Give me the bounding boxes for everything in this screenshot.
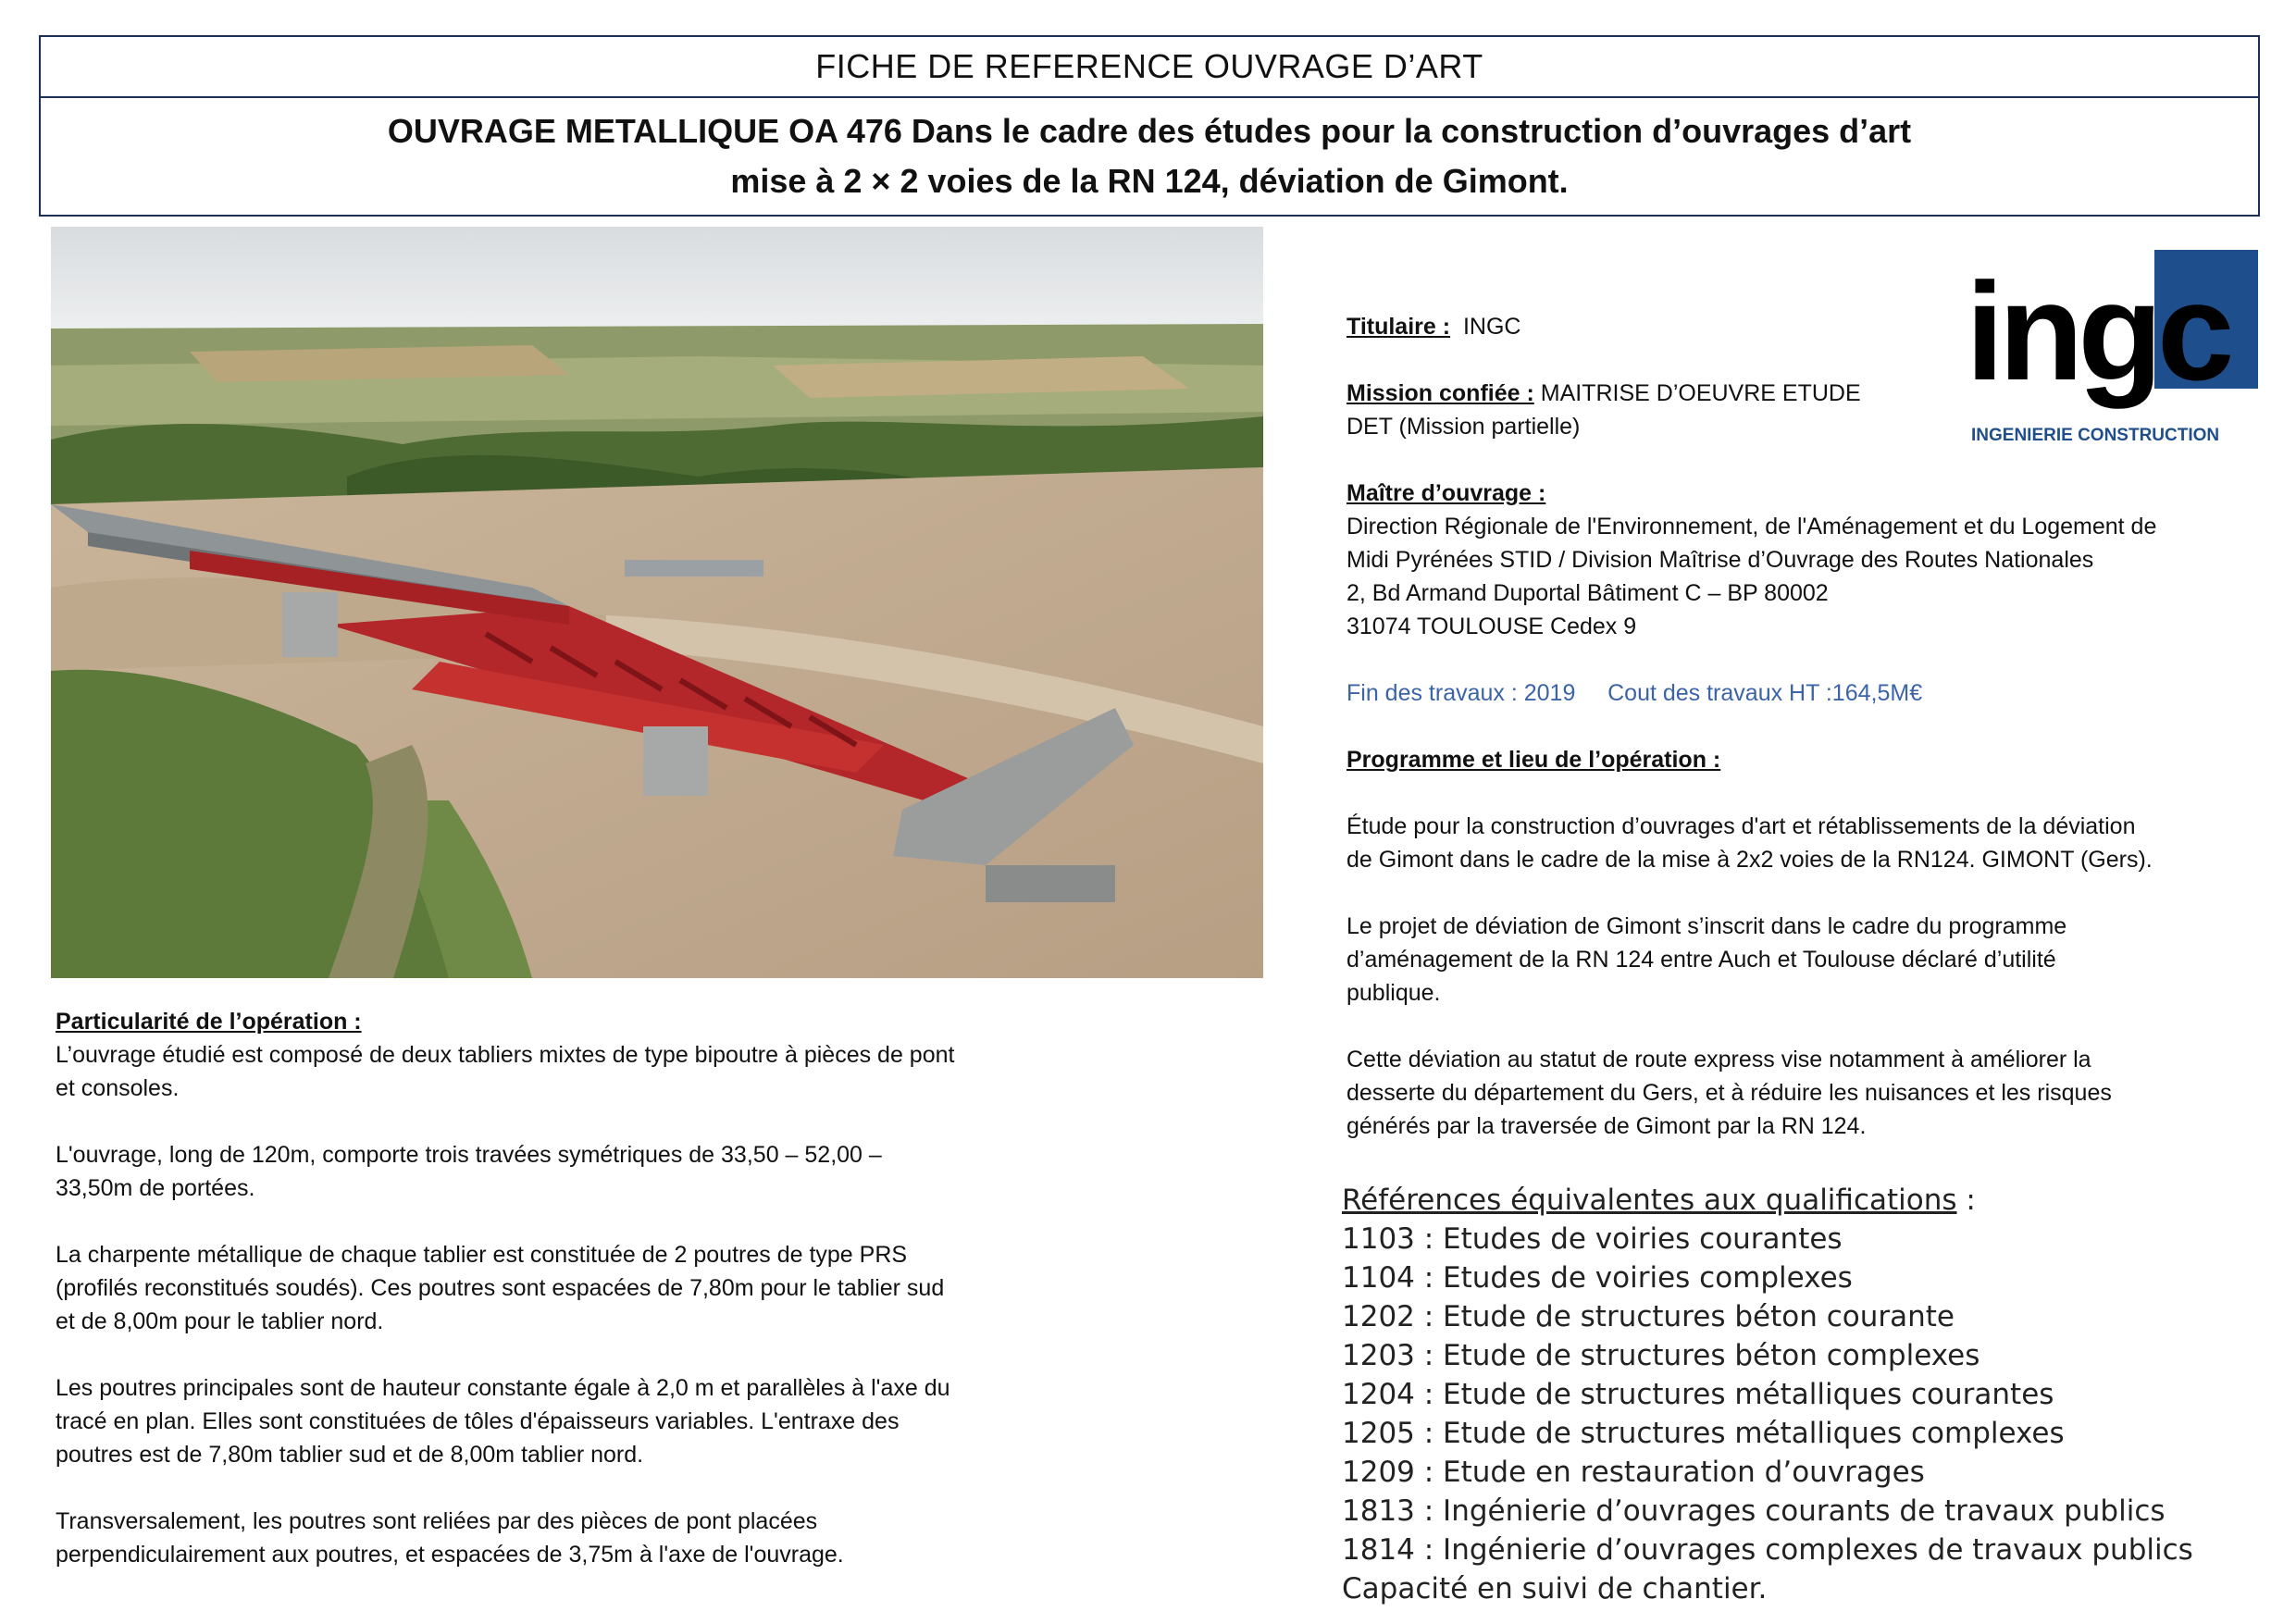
reference-item-1813: 1813 : Ingénierie d’ouvrages courants de travaux publics: [1342, 1494, 2166, 1528]
sheet-title: FICHE DE REFERENCE OUVRAGE D’ART: [815, 47, 1483, 85]
mission-value-line1: MAITRISE D’OEUVRE ETUDE: [1540, 380, 1861, 406]
particularite-p1-line1: L’ouvrage étudié est composé de deux tabliers mixtes de type bipoutre à pièces de pont: [56, 1042, 955, 1068]
programme-p3-line1: Cette déviation au statut de route express vise notamment à améliorer la: [1347, 1047, 2091, 1072]
reference-item-1202: 1202 : Etude de structures béton courante: [1342, 1300, 1955, 1333]
titulaire-value: INGC: [1462, 314, 1521, 340]
programme-p2-line1: Le projet de déviation de Gimont s’inscrit dans le cadre du programme: [1347, 913, 2067, 939]
particularite-p1-line2: et consoles.: [56, 1075, 180, 1101]
reference-item-1203: 1203 : Etude de structures béton complexes: [1342, 1339, 1980, 1372]
references-footer: Capacité en suivi de chantier.: [1342, 1572, 1768, 1605]
programme-p1-line2: de Gimont dans le cadre de la mise à 2x2 voies de la RN124. GIMONT (Gers).: [1347, 847, 2153, 873]
programme-p2-line3: publique.: [1347, 980, 1441, 1006]
particularite-p3-line3: et de 8,00m pour le tablier nord.: [56, 1308, 384, 1334]
fin-travaux: Fin des travaux : 2019: [1347, 680, 1576, 706]
programme-p3-line3: générés par la traversée de Gimont par la RN 124.: [1347, 1113, 1867, 1139]
bridge-photo-illustration: [51, 227, 1263, 978]
particularite-p2-line1: L'ouvrage, long de 120m, comporte trois travées symétriques de 33,50 – 52,00 –: [56, 1142, 882, 1168]
particularite-p5-line2: perpendiculairement aux poutres, et espacées de 3,75m à l'axe de l'ouvrage.: [56, 1542, 844, 1568]
programme-p2-line2: d’aménagement de la RN 124 entre Auch et Toulouse déclaré d’utilité: [1347, 947, 2056, 973]
reference-item-1103: 1103 : Etudes de voiries courantes: [1342, 1222, 1843, 1256]
titulaire-row: [1347, 310, 2253, 343]
mission-row: [1347, 377, 2253, 410]
references-title-suffix: :: [1956, 1184, 1976, 1217]
reference-item-1814: 1814 : Ingénierie d’ouvrages complexes de travaux publics: [1342, 1533, 2193, 1567]
cout-travaux: Cout des travaux HT :164,5M€: [1607, 680, 1923, 706]
particularite-p3-line2: (profilés reconstitués soudés). Ces poutres sont espacées de 7,80m pour le tablier sud: [56, 1275, 945, 1301]
particularite-label: Particularité de l’opération :: [56, 1009, 362, 1035]
reference-item-1204: 1204 : Etude de structures métalliques courantes: [1342, 1378, 2054, 1411]
mission-label: Mission confiée :: [1347, 380, 1534, 406]
maitre-line3: 2, Bd Armand Duportal Bâtiment C – BP 80002: [1347, 580, 1829, 606]
project-title-line2: mise à 2 × 2 voies de la RN 124, déviation de Gimont.: [730, 162, 1569, 200]
particularite-p4-line1: Les poutres principales sont de hauteur constante égale à 2,0 m et parallèles à l'axe du: [56, 1375, 950, 1401]
maitre-line4: 31074 TOULOUSE Cedex 9: [1347, 614, 1637, 639]
logo-wordmark: ingc: [1966, 254, 2229, 409]
mission-value-line2: DET (Mission partielle): [1347, 414, 1581, 440]
particularite-p4-line3: poutres est de 7,80m tablier sud et de 8,00m tablier nord.: [56, 1442, 644, 1468]
titulaire-label: Titulaire :: [1347, 314, 1451, 340]
maitre-line1: Direction Régionale de l'Environnement, de l'Aménagement et du Logement de: [1347, 514, 2157, 539]
references-title: Références équivalentes aux qualifications: [1342, 1184, 1957, 1217]
references-section: [1342, 1181, 2286, 1608]
particularite-p2-line2: 33,50m de portées.: [56, 1175, 255, 1201]
programme-label: Programme et lieu de l’opération :: [1347, 747, 1721, 773]
particularite-section: [56, 1005, 1055, 1571]
particularite-p4-line2: tracé en plan. Elles sont constituées de tôles d'épaisseurs variables. L'entraxe des: [56, 1408, 900, 1434]
references-title-row: [1342, 1181, 2286, 1220]
programme-p1-line1: Étude pour la construction d’ouvrages d'art et rétablissements de la déviation: [1347, 813, 2136, 839]
maitre-line2: Midi Pyrénées STID / Division Maîtrise d’Ouvrage des Routes Nationales: [1347, 547, 2094, 573]
project-title-line1: OUVRAGE METALLIQUE OA 476 Dans le cadre des études pour la construction d’ouvrages d’art: [387, 112, 1912, 150]
maitre-label: Maître d’ouvrage :: [1347, 480, 1546, 506]
info-section: [1347, 310, 2253, 1143]
programme-p3-line2: desserte du département du Gers, et à réduire les nuisances et les risques: [1347, 1080, 2112, 1106]
reference-item-1209: 1209 : Etude en restauration d’ouvrages: [1342, 1456, 1925, 1489]
logo-tagline: INGENIERIE CONSTRUCTION: [1971, 426, 2220, 445]
particularite-p3-line1: La charpente métallique de chaque tablier est constituée de 2 poutres de type PRS: [56, 1242, 908, 1268]
particularite-p5-line1: Transversalement, les poutres sont reliées par des pièces de pont placées: [56, 1508, 818, 1534]
reference-item-1104: 1104 : Etudes de voiries complexes: [1342, 1261, 1853, 1295]
bridge-construction-photo: [51, 227, 1263, 978]
travaux-row: [1347, 676, 2253, 710]
project-title-box: [39, 98, 2260, 217]
reference-item-1205: 1205 : Etude de structures métalliques complexes: [1342, 1417, 2065, 1450]
sheet-title-box: [39, 35, 2260, 98]
